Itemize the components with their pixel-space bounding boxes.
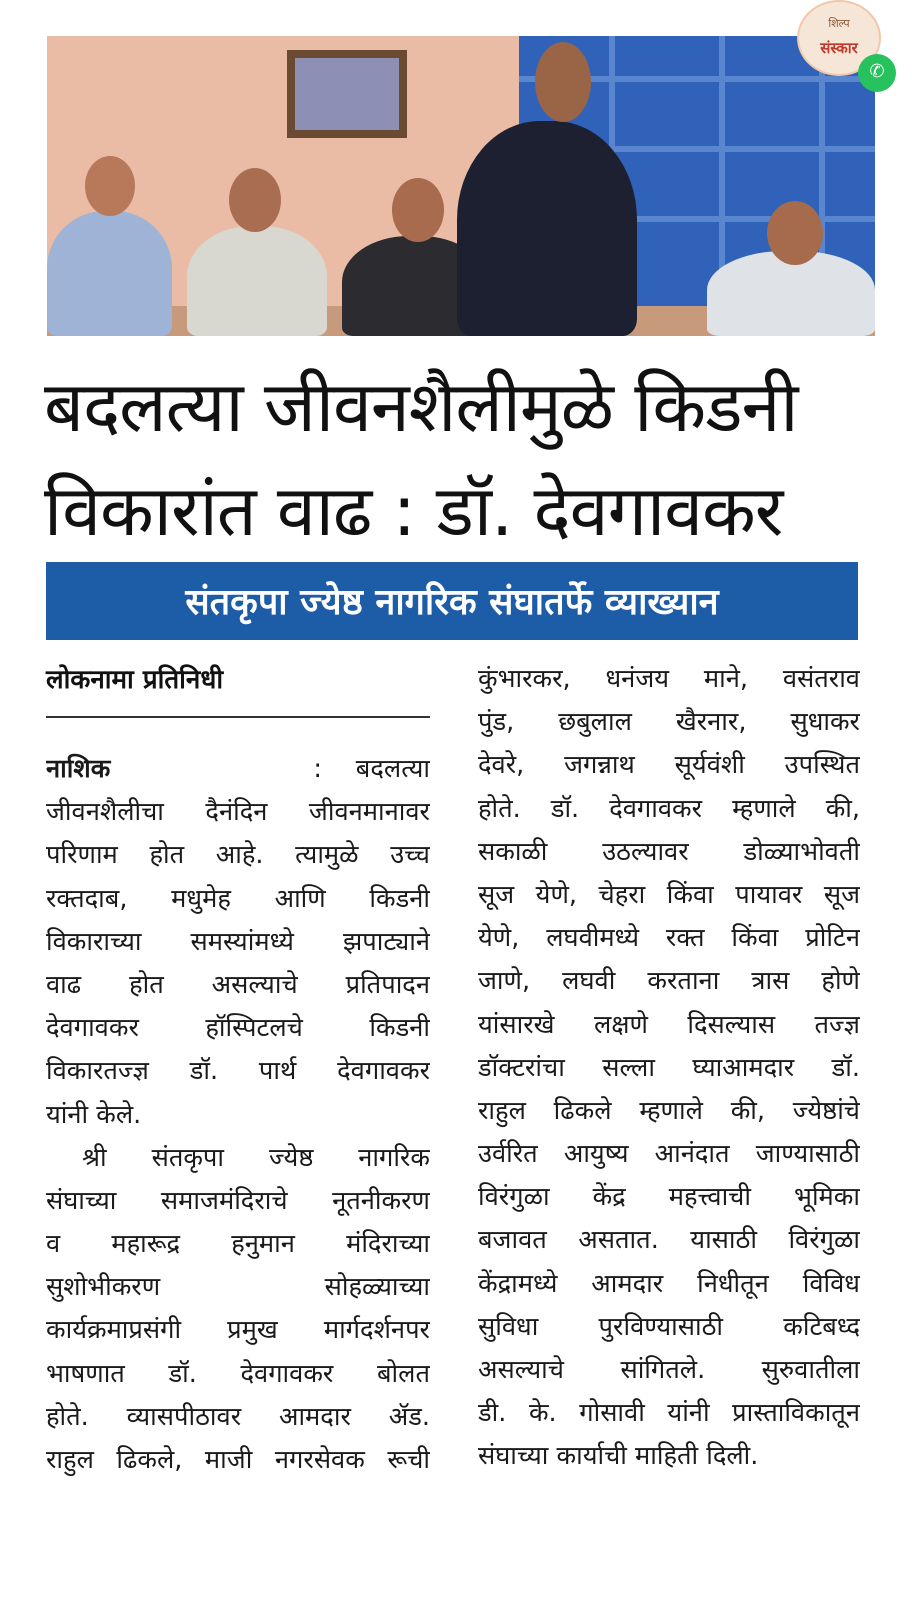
article-line: सूज येणे, चेहरा किंवा पायावर सूज bbox=[478, 879, 860, 910]
article-line: यांसारखे लक्षणे दिसल्यास तज्ज्ञ bbox=[478, 1009, 860, 1040]
subheadline-band bbox=[46, 562, 858, 640]
headline-line-2: विकारांत वाढ : डॉ. देवगावकर bbox=[44, 470, 783, 552]
article-line: विकारतज्ज्ञ डॉ. पार्थ देवगावकर bbox=[46, 1056, 430, 1087]
event-photo bbox=[47, 36, 875, 336]
article-line: कार्यक्रमाप्रसंगी प्रमुख मार्गदर्शनपर bbox=[46, 1315, 430, 1346]
article-line: वाढ होत असल्याचे प्रतिपादन bbox=[46, 969, 430, 1000]
article-line: सकाळी उठल्यावर डोळ्याभोवती bbox=[478, 836, 860, 867]
left-column bbox=[46, 748, 430, 1482]
article-line: राहुल ढिकले म्हणाले की, ज्येष्ठांचे bbox=[478, 1095, 860, 1126]
article-line: देवगावकर हॉस्पिटलचे किडनी bbox=[46, 1013, 430, 1044]
article-line: डॉक्टरांचा सल्ला घ्याआमदार डॉ. bbox=[478, 1052, 860, 1083]
logo-main-text: संस्कार bbox=[820, 39, 858, 57]
wall-picture-frame bbox=[287, 50, 407, 138]
dateline-place: नाशिक bbox=[46, 754, 111, 784]
article-line: सुविधा पुरविण्यासाठी कटिबध्द bbox=[478, 1311, 860, 1342]
article-line: जीवनशैलीचा दैनंदिन जीवनमानावर bbox=[46, 797, 430, 828]
speaker bbox=[457, 121, 637, 336]
article-line: होते. डॉ. देवगावकर म्हणाले की, bbox=[478, 793, 860, 824]
article-line: जाणे, लघवी करताना त्रास होणे bbox=[478, 966, 860, 997]
article-line: कुंभारकर, धनंजय माने, वसंतराव bbox=[478, 664, 860, 694]
article-line: व महारूद्र हनुमान मंदिराच्या bbox=[46, 1229, 430, 1260]
article-line: बजावत असतात. यासाठी विरंगुळा bbox=[478, 1225, 860, 1256]
article-line: नाशिक : बदलत्या bbox=[46, 754, 430, 784]
article-line: श्री संतकृपा ज्येष्ठ नागरिक bbox=[82, 1142, 430, 1173]
article-line: केंद्रामध्ये आमदार निधीतून विविध bbox=[478, 1268, 860, 1299]
article-line: विकाराच्या समस्यांमध्ये झपाट्याने bbox=[46, 926, 430, 957]
article-line: डी. के. गोसावी यांनी प्रास्ताविकातून bbox=[478, 1398, 860, 1429]
article-line: भाषणात डॉ. देवगावकर बोलत bbox=[46, 1358, 430, 1389]
phone-icon: ✆ bbox=[869, 61, 885, 82]
article-line: देवरे, जगन्नाथ सूर्यवंशी उपस्थित bbox=[478, 750, 860, 781]
article-line: विरंगुळा केंद्र महत्त्वाची भूमिका bbox=[478, 1182, 860, 1213]
article-line: यांनी केले. bbox=[46, 1099, 142, 1130]
person-2 bbox=[187, 226, 327, 336]
article-line: पुंड, छबुलाल खैरनार, सुधाकर bbox=[478, 707, 860, 738]
subheadline: संतकृपा ज्येष्ठ नागरिक संघातर्फे व्याख्यान bbox=[185, 582, 719, 623]
byline: लोकनामा प्रतिनिधी bbox=[46, 665, 224, 695]
byline-rule bbox=[46, 716, 430, 718]
right-column bbox=[478, 658, 860, 1479]
article-line: येणे, लघवीमध्ये रक्त किंवा प्रोटिन bbox=[478, 923, 860, 954]
article-line: होते. व्यासपीठावर आमदार ॲड. bbox=[46, 1401, 430, 1432]
article-line: उर्वरित आयुष्य आनंदात जाण्यासाठी bbox=[478, 1139, 860, 1170]
article-line: परिणाम होत आहे. त्यामुळे उच्च bbox=[46, 840, 430, 871]
article-line: राहुल ढिकले, माजी नगरसेवक रूची bbox=[46, 1445, 430, 1475]
article-line: संघाच्या कार्याची माहिती दिली. bbox=[478, 1441, 759, 1472]
person-1 bbox=[47, 211, 172, 336]
article-line: असल्याचे सांगितले. सुरुवातीला bbox=[478, 1355, 860, 1385]
whatsapp-icon[interactable] bbox=[858, 54, 896, 92]
headline-line-1: बदलत्या जीवनशैलीमुळे किडनी bbox=[44, 366, 798, 448]
article-line: सुशोभीकरण सोहळ्याच्या bbox=[46, 1272, 430, 1303]
article-line: रक्तदाब, मधुमेह आणि किडनी bbox=[46, 883, 430, 914]
logo-top-text: शिल्प bbox=[828, 17, 850, 30]
article-line: संघाच्या समाजमंदिराचे नूतनीकरण bbox=[46, 1185, 430, 1216]
